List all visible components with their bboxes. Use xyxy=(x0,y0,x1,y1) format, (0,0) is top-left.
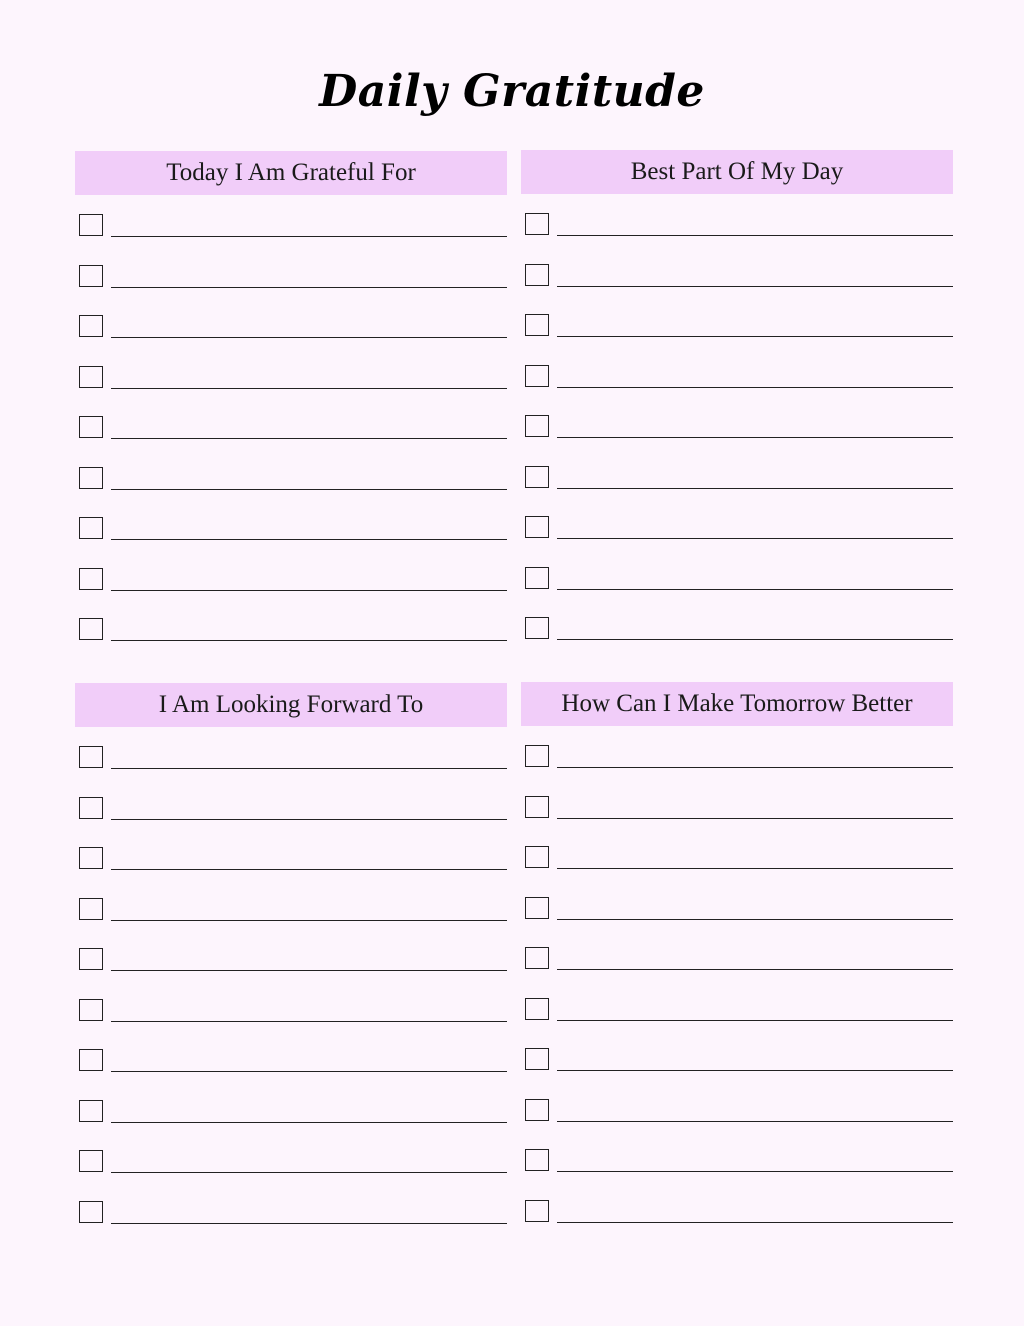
section-title: I Am Looking Forward To xyxy=(158,691,424,718)
section-title: How Can I Make Tomorrow Better xyxy=(561,690,913,717)
checkbox[interactable] xyxy=(79,416,103,438)
checklist-item xyxy=(521,211,953,241)
write-line[interactable] xyxy=(557,1020,953,1021)
write-line[interactable] xyxy=(111,337,507,338)
checklist-item xyxy=(521,996,953,1026)
checkbox[interactable] xyxy=(79,1150,103,1172)
write-line[interactable] xyxy=(557,969,953,970)
section-looking-forward xyxy=(75,683,507,727)
checklist-item xyxy=(75,896,507,926)
write-line[interactable] xyxy=(557,336,953,337)
write-line[interactable] xyxy=(557,818,953,819)
section-best-part xyxy=(521,150,953,194)
checklist-item xyxy=(521,413,953,443)
checkbox[interactable] xyxy=(79,618,103,640)
write-line[interactable] xyxy=(111,869,507,870)
checkbox[interactable] xyxy=(525,365,549,387)
checkbox[interactable] xyxy=(79,517,103,539)
write-line[interactable] xyxy=(557,767,953,768)
checkbox[interactable] xyxy=(525,617,549,639)
checklist-item xyxy=(75,946,507,976)
write-line[interactable] xyxy=(111,236,507,237)
checklist-item xyxy=(75,1098,507,1128)
checklist-item xyxy=(521,565,953,595)
checkbox[interactable] xyxy=(525,1099,549,1121)
checklist-item xyxy=(75,744,507,774)
checkbox[interactable] xyxy=(525,213,549,235)
section-today-grateful xyxy=(75,151,507,195)
section-title: Today I Am Grateful For xyxy=(166,159,416,186)
checkbox[interactable] xyxy=(79,1100,103,1122)
write-line[interactable] xyxy=(111,287,507,288)
checklist-item xyxy=(521,1097,953,1127)
write-line[interactable] xyxy=(557,235,953,236)
checklist-item xyxy=(521,262,953,292)
checkbox[interactable] xyxy=(79,315,103,337)
write-line[interactable] xyxy=(111,1021,507,1022)
write-line[interactable] xyxy=(111,489,507,490)
section-title: Best Part Of My Day xyxy=(630,158,844,185)
checkbox[interactable] xyxy=(79,797,103,819)
checklist-item xyxy=(75,364,507,394)
write-line[interactable] xyxy=(111,388,507,389)
write-line[interactable] xyxy=(557,1070,953,1071)
checkbox[interactable] xyxy=(79,847,103,869)
checklist-item xyxy=(75,1047,507,1077)
section-header xyxy=(521,682,953,726)
write-line[interactable] xyxy=(111,539,507,540)
checkbox[interactable] xyxy=(525,466,549,488)
checkbox[interactable] xyxy=(79,366,103,388)
write-line[interactable] xyxy=(111,920,507,921)
checklist-item xyxy=(75,515,507,545)
write-line[interactable] xyxy=(111,1172,507,1173)
checkbox[interactable] xyxy=(79,898,103,920)
checkbox[interactable] xyxy=(525,567,549,589)
checklist-item xyxy=(75,997,507,1027)
write-line[interactable] xyxy=(111,1122,507,1123)
write-line[interactable] xyxy=(111,819,507,820)
write-line[interactable] xyxy=(111,640,507,641)
checklist-item xyxy=(521,363,953,393)
write-line[interactable] xyxy=(111,438,507,439)
checklist-item xyxy=(521,1046,953,1076)
write-line[interactable] xyxy=(557,437,953,438)
write-line[interactable] xyxy=(557,488,953,489)
write-line[interactable] xyxy=(557,538,953,539)
checklist-item xyxy=(75,616,507,646)
checkbox[interactable] xyxy=(525,897,549,919)
checklist-item xyxy=(75,465,507,495)
checklist-item xyxy=(75,1199,507,1229)
checkbox[interactable] xyxy=(525,264,549,286)
write-line[interactable] xyxy=(557,868,953,869)
write-line[interactable] xyxy=(557,1222,953,1223)
checkbox[interactable] xyxy=(525,1200,549,1222)
checklist-item xyxy=(75,414,507,444)
write-line[interactable] xyxy=(557,286,953,287)
checkbox[interactable] xyxy=(79,568,103,590)
write-line[interactable] xyxy=(557,589,953,590)
checkbox[interactable] xyxy=(79,746,103,768)
checklist-item xyxy=(521,895,953,925)
section-header xyxy=(521,150,953,194)
checklist-item xyxy=(75,845,507,875)
checklist-item xyxy=(521,844,953,874)
checklist-item xyxy=(521,1198,953,1228)
checkbox[interactable] xyxy=(525,846,549,868)
checklist-item xyxy=(521,743,953,773)
checkbox[interactable] xyxy=(525,415,549,437)
checkbox[interactable] xyxy=(525,998,549,1020)
checkbox[interactable] xyxy=(525,516,549,538)
checklist-item xyxy=(75,212,507,242)
checkbox[interactable] xyxy=(79,948,103,970)
checkbox[interactable] xyxy=(79,265,103,287)
checkbox[interactable] xyxy=(79,999,103,1021)
section-header xyxy=(75,151,507,195)
write-line[interactable] xyxy=(111,768,507,769)
write-line[interactable] xyxy=(111,1223,507,1224)
checkbox[interactable] xyxy=(525,1149,549,1171)
checkbox[interactable] xyxy=(525,947,549,969)
write-line[interactable] xyxy=(557,387,953,388)
checkbox[interactable] xyxy=(525,1048,549,1070)
checklist-item xyxy=(521,615,953,645)
checklist-item xyxy=(75,795,507,825)
write-line[interactable] xyxy=(557,1121,953,1122)
checkbox[interactable] xyxy=(79,467,103,489)
write-line[interactable] xyxy=(111,1071,507,1072)
page-title: Daily Gratitude xyxy=(319,66,705,117)
checklist-item xyxy=(521,514,953,544)
checklist-item xyxy=(75,263,507,293)
checkbox[interactable] xyxy=(525,745,549,767)
checklist-item xyxy=(75,566,507,596)
write-line[interactable] xyxy=(111,590,507,591)
checklist-item xyxy=(521,794,953,824)
checkbox[interactable] xyxy=(525,796,549,818)
checklist-item xyxy=(75,1148,507,1178)
checklist-item xyxy=(521,464,953,494)
checkbox[interactable] xyxy=(79,1049,103,1071)
section-header xyxy=(75,683,507,727)
write-line[interactable] xyxy=(557,639,953,640)
checklist-item xyxy=(521,1147,953,1177)
checkbox[interactable] xyxy=(79,1201,103,1223)
write-line[interactable] xyxy=(111,970,507,971)
checkbox[interactable] xyxy=(79,214,103,236)
section-tomorrow-better xyxy=(521,682,953,726)
write-line[interactable] xyxy=(557,1171,953,1172)
checklist-item xyxy=(521,945,953,975)
write-line[interactable] xyxy=(557,919,953,920)
checklist-item xyxy=(75,313,507,343)
checkbox[interactable] xyxy=(525,314,549,336)
checklist-item xyxy=(521,312,953,342)
